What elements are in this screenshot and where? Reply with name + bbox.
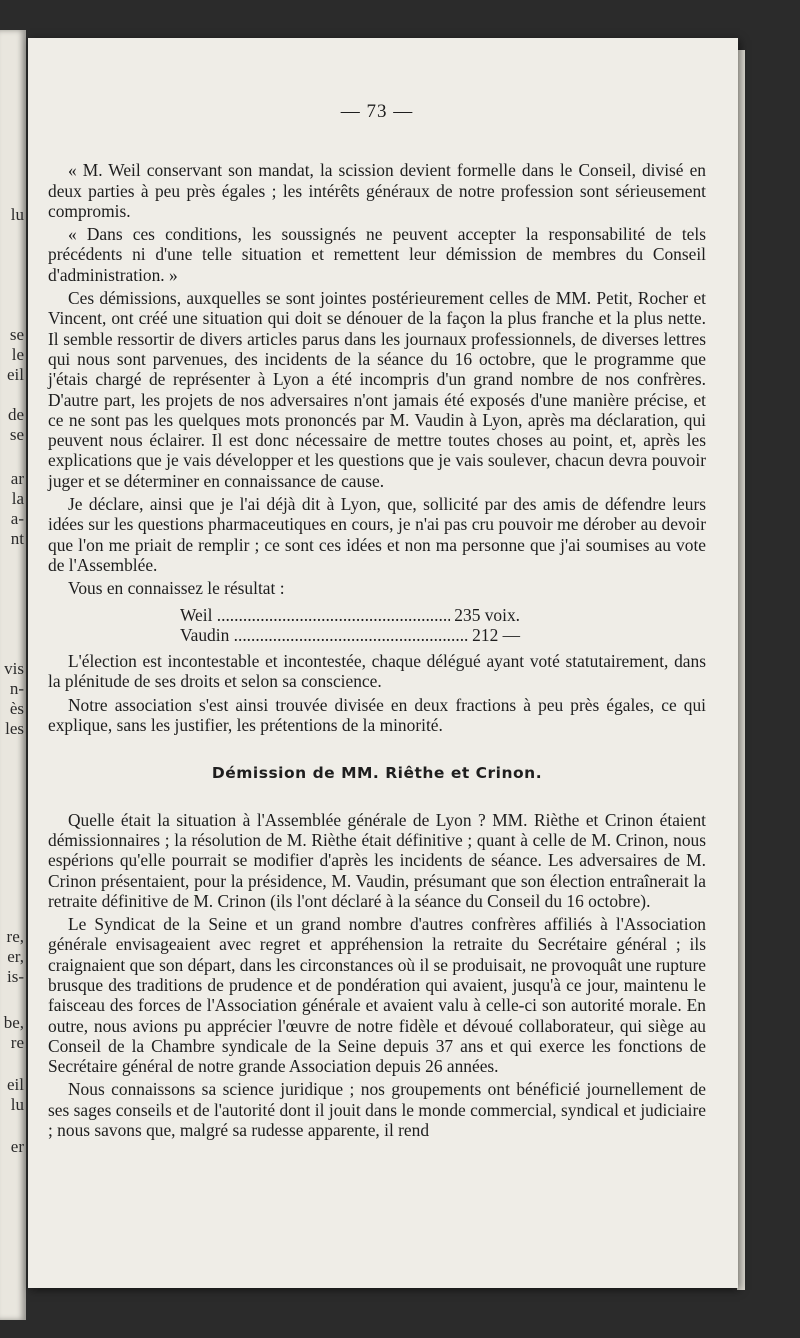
margin-fragment: nt — [10, 529, 24, 548]
margin-fragment: de — [7, 405, 24, 424]
page-number: — 73 — — [340, 101, 414, 122]
vote-row — [180, 605, 520, 625]
margin-fragment: re, — [6, 927, 24, 946]
document-page — [28, 38, 738, 1288]
margin-fragment: eil — [7, 1075, 24, 1094]
margin-fragment: is- — [7, 967, 24, 986]
paragraph: Je déclare, ainsi que je l'ai déjà dit à Lyon, que, sollicité par des amis de défendre leurs idées sur les questions pharmaceutiques en cours, je n'ai pas cru pouvoir me dérober au devoir que l'on me priait de remplir ; ce sont ces idées et non ma personne que j'ai soumises au vote de l'Assemblée. — [48, 494, 706, 575]
margin-fragment: les — [5, 719, 24, 738]
candidate-name: Weil ..... — [180, 605, 450, 625]
vote-row — [180, 625, 520, 645]
paragraph: Vous en connaissez le résultat : — [68, 578, 285, 599]
paragraph: « Dans ces conditions, les soussignés ne peuvent accepter la responsabilité de tels précédents ni d'une telle situation et remettent leur démission de membres du Conseil d'administration. » — [48, 224, 706, 285]
margin-fragment: be, — [3, 1013, 24, 1032]
paragraph: L'élection est incontestable et incontestée, chaque délégué ayant voté statutairement, dans la plénitude de ses droits et selon sa conscience. — [48, 651, 706, 692]
vote-count: 235 voix. — [454, 604, 520, 625]
margin-fragment: er — [10, 1137, 24, 1156]
candidate-name: Vaudin ..... — [180, 625, 468, 645]
margin-fragment: n- — [9, 679, 24, 698]
facing-page-strip — [0, 30, 26, 1320]
section-heading: Démission de MM. Riêthe et Crinon. — [211, 764, 543, 783]
margin-fragment: ar — [10, 469, 24, 488]
vote-results — [180, 605, 706, 646]
margin-fragment: ès — [9, 699, 24, 718]
margin-fragment: le — [11, 345, 24, 364]
paragraph: Ces démissions, auxquelles se sont jointes postérieurement celles de MM. Petit, Rocher et Vincent, ont créé une situation qui doit se dénouer de la façon la plus franche et la plus nette. Il semble ressortir de divers articles parus dans les journaux professionnels, de diverses lettres qui nous sont parvenues, des incidents de la séance du 16 octobre, que le programme que j'étais chargé de représenter à Lyon a été incompris d'un grand nombre de nos confrères. D'autre part, les projets de nos adversaires n'ont jamais été exposés d'une manière précise, et ce ne sont pas les quelques mots prononcés par M. Vaudin à Lyon, après ma déclaration, qui peuvent nous éclairer. Il est donc nécessaire de mettre toutes choses au point, et, après les explications que je vais développer et les questions que je vais soulever, chacun devra pouvoir juger et se déterminer en connaissance de cause. — [48, 288, 706, 491]
margin-fragment: vis — [4, 659, 24, 678]
paragraph: Quelle était la situation à l'Assemblée générale de Lyon ? MM. Rièthe et Crinon étaient démissionnaires ; la résolution de M. Rièthe était définitive ; quant à celle de M. Crinon, nous espérions qu'elle pourrait se modifier d'après les incidents de séance. Les adversaires de M. Crinon présentaient, pour la présidence, M. Vaudin, présumant que son élection entraînerait la retraite définitive de M. Crinon (ils l'ont déclaré à la séance du Conseil du 16 octobre). — [48, 809, 706, 911]
margin-fragment: lu — [10, 1095, 24, 1114]
paragraph: Nous connaissons sa science juridique ; nos groupements ont bénéficié journellement de ses sages conseils et de l'autorité dont il jouit dans le monde commercial, syndical et judiciaire ; nous savons que, malgré sa rudesse apparente, il rend — [48, 1079, 706, 1141]
vote-count: 212 — — [472, 624, 520, 645]
margin-fragment: la — [11, 489, 24, 508]
paragraph: Notre association s'est ainsi trouvée divisée en deux fractions à peu près égales, ce qui explique, sans les justifier, les prétentions de la minorité. — [48, 694, 706, 736]
margin-fragment: se — [9, 425, 24, 444]
margin-fragment: eil — [7, 365, 24, 384]
margin-fragment: se — [9, 325, 24, 344]
page-content — [48, 102, 706, 1143]
paragraph: « M. Weil conservant son mandat, la scission devient formelle dans le Conseil, divisé en deux parties à peu près égales ; les intérêts généraux de notre profession sont sérieusement compromis. — [48, 160, 706, 221]
margin-fragment: a- — [10, 509, 24, 528]
margin-fragment: er, — [7, 947, 24, 966]
margin-fragment: lu — [10, 205, 24, 224]
margin-fragment: re — [10, 1033, 24, 1052]
paragraph: Le Syndicat de la Seine et un grand nombre d'autres confrères affiliés à l'Association générale envisageaient avec regret et appréhension la retraite du Secrétaire général ; ils craignaient que son départ, dans les circonstances où il se produisait, ne provoquât une rupture brusque des traditions de prudence et de pondération qui avaient, jusqu'à ce jour, maintenu le faisceau des forces de l'Association générale et avaient valu à celle-ci son autorité morale. En outre, nous avions pu apprécier l'œuvre de notre fidèle et dévoué collaborateur, qui siège au Conseil de la Chambre syndicale de la Seine depuis 37 ans et qui exerce les fonctions de Secrétaire général de notre grande Association depuis 26 années. — [48, 914, 706, 1077]
page-edge — [737, 50, 745, 1290]
